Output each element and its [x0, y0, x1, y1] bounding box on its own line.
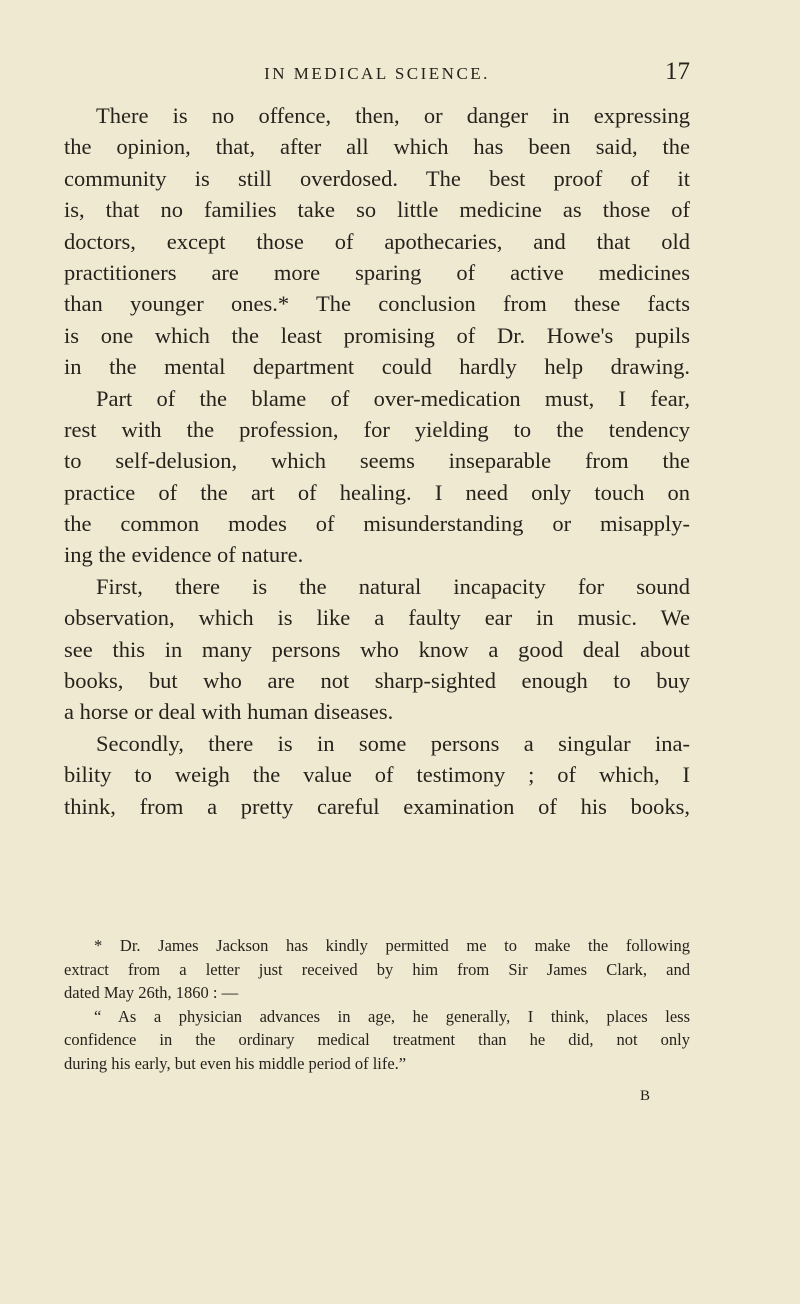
body-line: Part of the blame of over-medication must, I fear,: [96, 385, 690, 411]
page-number: 17: [665, 58, 690, 85]
body-line: a horse or deal with human diseases.: [64, 699, 394, 725]
running-head: [64, 58, 690, 88]
running-title: IN MEDICAL SCIENCE.: [264, 64, 490, 83]
body-line: practitioners are more sparing of active medicines: [64, 259, 690, 285]
body-line: see this in many persons who know a good deal about: [64, 636, 690, 662]
footnote-line: dated May 26th, 1860 : —: [64, 983, 239, 1002]
body-line: practice of the art of healing. I need only touch on: [64, 479, 690, 505]
body-line: is, that no families take so little medicine as those of: [64, 197, 690, 223]
body-line: ing the evidence of nature.: [64, 542, 304, 568]
body-line: books, but who are not sharp-sighted enough to buy: [64, 668, 690, 694]
body-line: bility to weigh the value of testimony ; of which, I: [64, 762, 690, 788]
body-line: First, there is the natural incapacity for sound: [96, 573, 690, 599]
body-line: observation, which is like a faulty ear in music. We: [64, 605, 690, 631]
body-line: doctors, except those of apothecaries, and that old: [64, 228, 690, 254]
body-line: think, from a pretty careful examination of his books,: [64, 793, 690, 819]
body-line: to self-delusion, which seems inseparable from the: [64, 448, 690, 474]
body-text: [64, 100, 690, 822]
body-line: in the mental department could hardly help drawing.: [64, 354, 690, 380]
body-line: the opinion, that, after all which has been said, the: [64, 134, 690, 160]
body-line: the common modes of misunderstanding or misapply-: [64, 511, 690, 537]
footnote-line: extract from a letter just received by him from Sir James Clark, and: [64, 959, 690, 979]
body-line: Secondly, there is in some persons a singular ina-: [96, 730, 690, 756]
body-line: than younger ones.* The conclusion from these facts: [64, 291, 690, 317]
footnote-line: confidence in the ordinary medical treatment than he did, not only: [64, 1030, 690, 1049]
footnote-line: * Dr. James Jackson has kindly permitted me to make the following: [94, 936, 690, 955]
body-line: community is still overdosed. The best proof of it: [64, 165, 690, 191]
body-line: rest with the profession, for yielding to the tendency: [64, 416, 690, 442]
footnote: [64, 934, 690, 1075]
footnote-line: “ As a physician advances in age, he generally, I think, places less: [94, 1006, 690, 1026]
body-line: There is no offence, then, or danger in expressing: [96, 103, 690, 128]
footnote-line: during his early, but even his middle period of life.”: [64, 1053, 407, 1073]
signature-mark: B: [640, 1088, 651, 1104]
body-line: is one which the least promising of Dr. Howe's pupils: [64, 322, 690, 348]
